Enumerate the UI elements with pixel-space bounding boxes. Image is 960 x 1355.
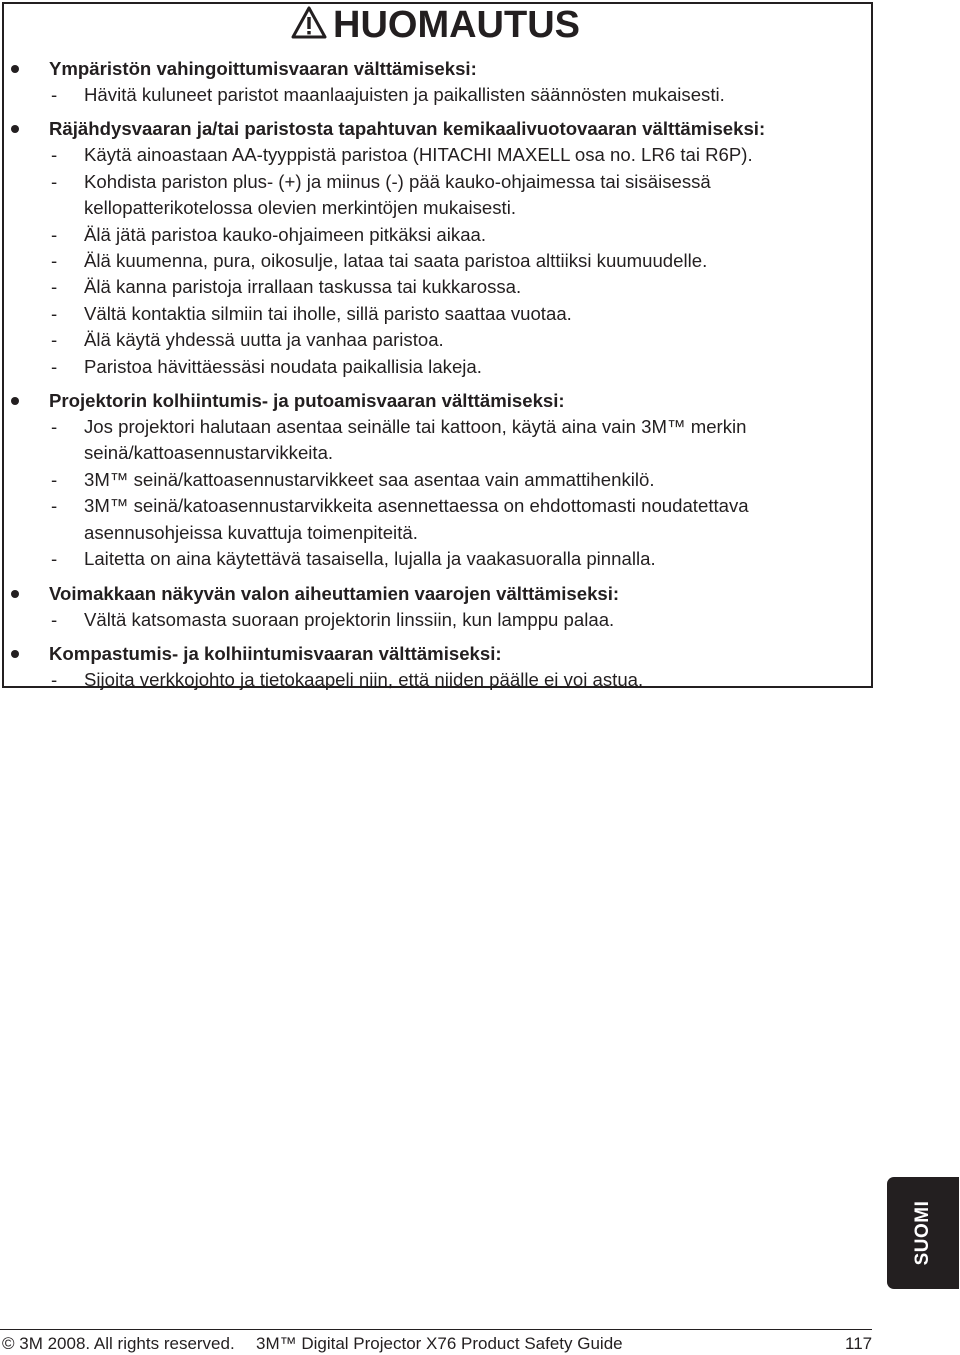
dash-marker: - <box>51 250 58 272</box>
dash-marker: - <box>51 416 58 438</box>
list-item <box>0 607 868 633</box>
footer-copyright: © 3M 2008. All rights reserved. <box>2 1334 235 1353</box>
section-heading-text: Ympäristön vahingoittumisvaaran välttämiseksi: <box>49 58 477 79</box>
section-heading-text: Kompastumis- ja kolhiintumisvaaran välttämiseksi: <box>49 642 502 664</box>
dash-marker: - <box>51 84 58 105</box>
dash-marker: - <box>51 668 58 690</box>
notice-section <box>0 641 868 693</box>
list-item <box>0 667 868 693</box>
list-item-text: Käytä ainoastaan AA-tyyppistä paristoa (HITACHI MAXELL osa no. LR6 tai R6P). <box>84 144 753 166</box>
list-item <box>0 301 868 327</box>
list-item <box>0 274 868 300</box>
dash-marker: - <box>51 302 58 324</box>
dash-marker: - <box>51 608 58 630</box>
language-tab <box>887 1177 959 1289</box>
list-item-text: Älä kanna paristoja irrallaan taskussa tai kukkarossa. <box>84 276 522 298</box>
section-heading-text: Projektorin kolhiintumis- ja putoamisvaaran välttämiseksi: <box>49 390 565 412</box>
list-item <box>0 82 868 108</box>
bullet-icon <box>11 125 19 133</box>
notice-section <box>0 116 868 380</box>
bullet-icon <box>11 590 19 598</box>
notice-title <box>0 4 871 46</box>
dash-marker: - <box>51 144 58 166</box>
notice-section <box>0 388 868 572</box>
list-item <box>0 222 868 248</box>
list-item <box>0 414 868 467</box>
list-item-text: 3M™ seinä/kattoasennustarvikkeet saa asentaa vain ammattihenkilö. <box>84 468 655 490</box>
section-heading <box>0 56 868 82</box>
language-tab-label: SUOMI <box>912 1200 933 1266</box>
dash-marker: - <box>51 223 58 245</box>
list-item-text: Jos projektori halutaan asentaa seinälle tai kattoon, käytä aina vain 3M™ merkin seinä/kattoasennustarvikkeita. <box>84 416 747 464</box>
list-item-text: Älä jätä paristoa kauko-ohjaimeen pitkäksi aikaa. <box>84 223 487 245</box>
dash-marker: - <box>51 276 58 298</box>
list-item <box>0 327 868 353</box>
list-item-text: Kohdista pariston plus- (+) ja miinus (-) pää kauko-ohjaimessa tai sisäisessä kellopatterikotelossa olevien merkintöjen mukaisesti. <box>84 170 711 219</box>
dash-marker: - <box>51 468 58 490</box>
list-item-text: 3M™ seinä/katoasennustarvikkeita asennettaessa on ehdottomasti noudatettava asennusohjeissa kuvattuja toimenpiteitä. <box>84 495 749 543</box>
notice-content <box>0 56 868 701</box>
list-item <box>0 467 868 493</box>
list-item <box>0 248 868 274</box>
section-heading <box>0 641 868 667</box>
bullet-icon <box>11 65 19 73</box>
list-item-text: Älä käytä yhdessä uutta ja vanhaa paristoa. <box>84 329 444 351</box>
section-heading <box>0 581 868 607</box>
dash-marker: - <box>51 170 58 192</box>
list-item-text: Hävitä kuluneet paristot maanlaajuisten ja paikallisten säännösten mukaisesti. <box>84 84 725 105</box>
notice-title-text: HUOMAUTUS <box>333 4 580 46</box>
list-item <box>0 169 868 222</box>
list-item-text: Laitetta on aina käytettävä tasaisella, lujalla ja vaakasuoralla pinnalla. <box>84 548 656 570</box>
list-item-text: Vältä kontaktia silmiin tai iholle, sillä paristo saattaa vuotaa. <box>84 302 572 324</box>
footer-guide-title: 3M™ Digital Projector X76 Product Safety Guide <box>256 1334 623 1353</box>
list-item <box>0 493 868 546</box>
dash-marker: - <box>51 548 58 570</box>
section-heading-text: Voimakkaan näkyvän valon aiheuttamien vaarojen välttämiseksi: <box>49 582 620 604</box>
bullet-icon <box>11 397 19 405</box>
footer-page-number: 117 <box>845 1334 873 1353</box>
notice-section <box>0 56 868 108</box>
notice-section <box>0 581 868 633</box>
section-heading <box>0 388 868 414</box>
dash-marker: - <box>51 355 58 377</box>
list-item <box>0 546 868 572</box>
list-item-text: Vältä katsomasta suoraan projektorin linssiin, kun lamppu palaa. <box>84 608 615 630</box>
warning-triangle-icon <box>291 6 327 40</box>
list-item-text: Sijoita verkkojohto ja tietokaapeli niin, että niiden päälle ei voi astua. <box>84 668 644 690</box>
section-heading <box>0 116 868 142</box>
bullet-icon <box>11 650 19 658</box>
list-item <box>0 142 868 168</box>
list-item <box>0 354 868 380</box>
footer-divider <box>0 1329 872 1330</box>
dash-marker: - <box>51 495 58 517</box>
list-item-text: Paristoa hävittäessäsi noudata paikallisia lakeja. <box>84 355 482 377</box>
section-heading-text: Räjähdysvaaran ja/tai paristosta tapahtuvan kemikaalivuotovaaran välttämiseksi: <box>49 118 766 140</box>
list-item-text: Älä kuumenna, pura, oikosulje, lataa tai saata paristoa alttiiksi kuumuudelle. <box>84 250 708 272</box>
dash-marker: - <box>51 329 58 351</box>
